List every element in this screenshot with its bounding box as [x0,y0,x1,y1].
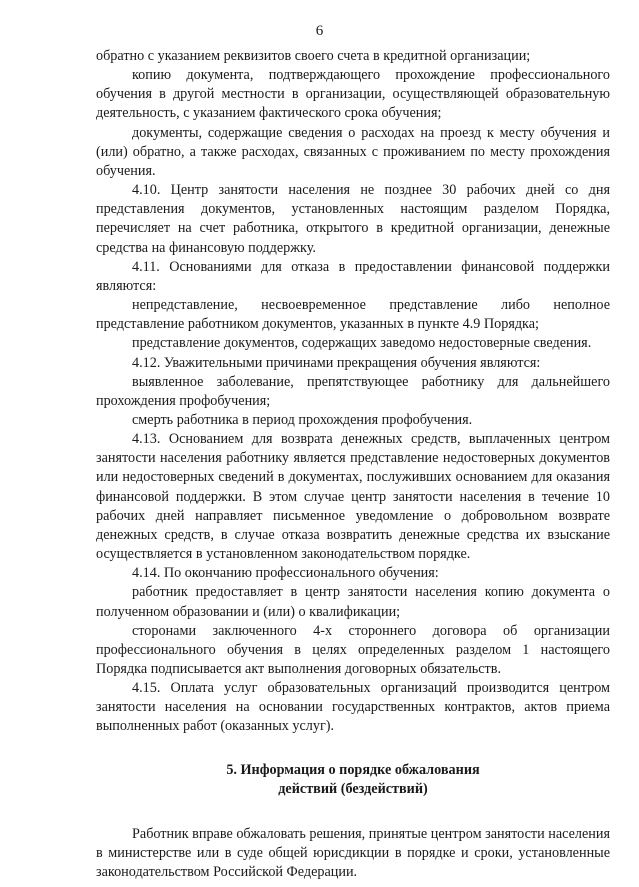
paragraph: выявленное заболевание, препятствующее работнику для дальнейшего прохождения профобучения; [96,373,610,409]
page-number: 6 [315,23,324,39]
paragraph: представление документов, содержащих заведомо недостоверные сведения. [132,335,592,352]
paragraph: 4.14. По окончанию профессионального обучения: [132,565,439,582]
paragraph: 4.13. Основанием для возврата денежных средств, выплаченных центром занятости населения работнику является представление недостоверных документов или недостоверных сведений в документах, послуживших основанием для оказания финансовой поддержки. В этом случае центр занятости населения в течение 10 рабочих дней направляет письменное уведомление о добровольном возврате денежных средств, в случае отказа возвратить денежные средства их взыскание осуществляется в установленном законодательством порядке. [96,431,610,563]
paragraph: работник предоставляет в центр занятости населения копию документа о полученном образовании и (или) о квалификации; [96,584,610,620]
section-heading [96,761,610,799]
paragraph: 4.15. Оплата услуг образовательных организаций производится центром занятости населения на основании государственных контрактов, актов приема выполненных работ (оказанных услуг). [96,680,610,735]
paragraph: смерть работника в период прохождения профобучения. [132,411,473,428]
paragraph: документы, содержащие сведения о расходах на проезд к месту обучения и (или) обратно, а также расходах, связанных с проживанием по месту прохождения обучения. [96,124,610,179]
document-body [96,47,610,882]
paragraph: сторонами заключенного 4-х стороннего договора об организации профессионального обучения в целях определенных разделом 1 настоящего Порядка подписывается акт выполнения договорных обязательств. [96,622,610,677]
paragraph: непредставление, несвоевременное представление либо неполное представление работником документов, указанных в пункте 4.9 Порядка; [96,297,610,333]
paragraph: Работник вправе обжаловать решения, принятые центром занятости населения в министерстве или в суде общей юрисдикции в порядке и сроки, установленные законодательством Российской Федерации. [96,825,610,880]
paragraph: копию документа, подтверждающего прохождение профессионального обучения в другой местности в организации, осуществляющей образовательную деятельность, с указанием фактического срока обучения; [96,67,610,122]
section-heading-line-2: действий (бездействий) [278,780,428,797]
section-5-paragraphs [96,825,610,882]
section-heading-line-1: 5. Информация о порядке обжалования [226,761,480,778]
paragraph: обратно с указанием реквизитов своего счета в кредитной организации; [96,48,531,64]
paragraph: 4.12. Уважительными причинами прекращения обучения являются: [132,354,541,371]
paragraph: 4.11. Основаниями для отказа в предоставлении финансовой поддержки являются: [96,258,610,294]
paragraph: 4.10. Центр занятости населения не позднее 30 рабочих дней со дня представления документов, установленных настоящим разделом Порядка, перечисляет на счет работника, открытого в кредитной организации, денежные средства на финансовую поддержку. [96,182,610,256]
section-4-paragraphs [96,47,610,737]
